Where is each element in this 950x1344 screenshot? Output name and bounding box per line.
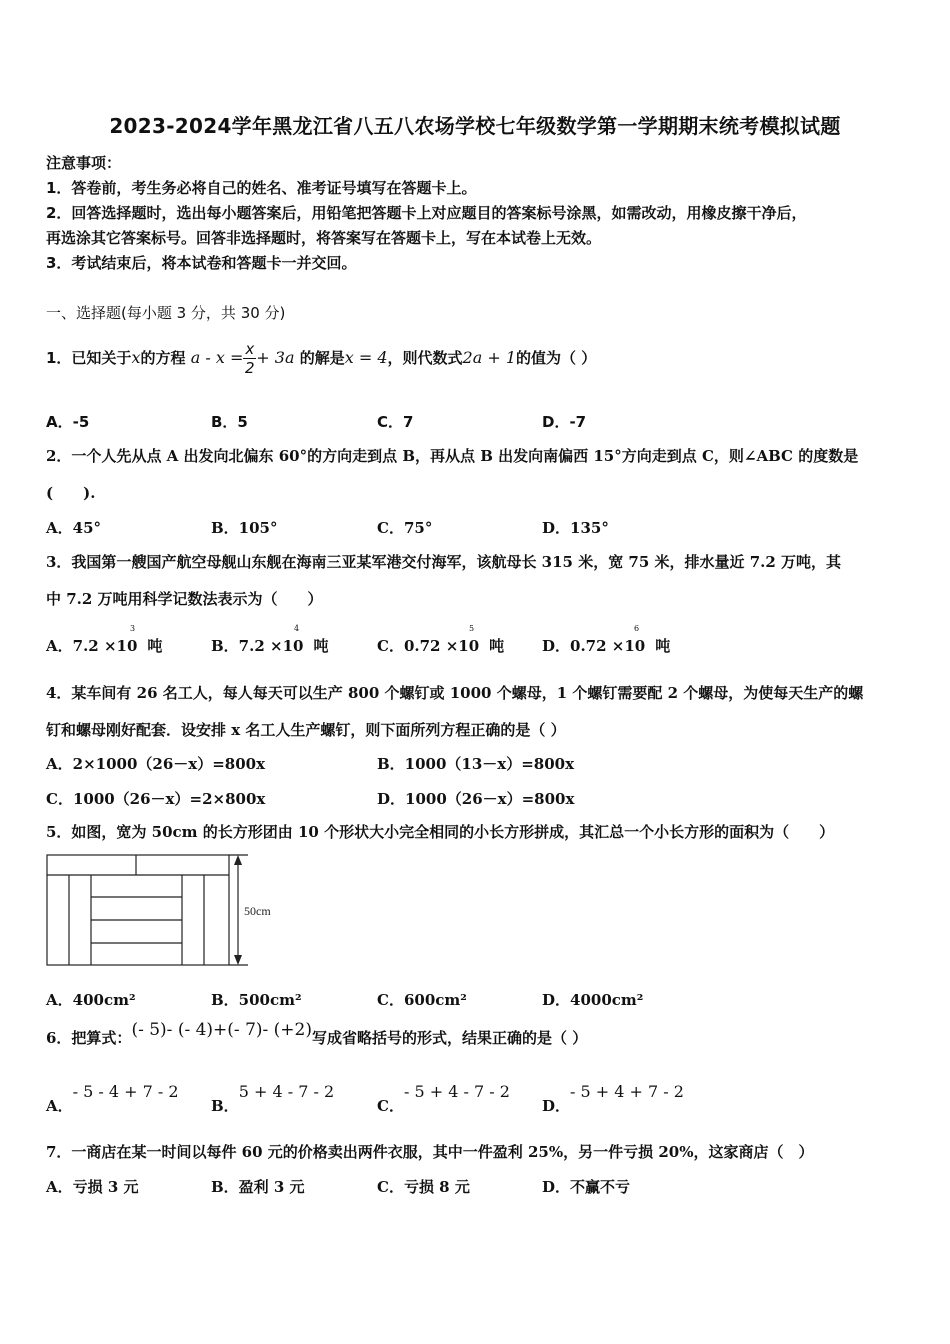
q1-frac-numerator: x [245, 340, 255, 358]
q3-c-exponent: 5 [469, 624, 475, 633]
q5-option-c[interactable]: C．600cm² [377, 991, 467, 1009]
q1-solution: x = 4 [344, 348, 388, 367]
q3-c-unit: 吨 [489, 637, 505, 655]
q3-a-exponent: 3 [130, 624, 136, 633]
q3-option-c[interactable] [377, 624, 505, 656]
q7-option-b[interactable]: B．盈利 3 元 [211, 1178, 305, 1196]
q1-option-c[interactable]: C．7 [377, 413, 414, 431]
q2-option-c[interactable]: C．75° [377, 519, 433, 537]
q1-mid2: 的解是 [299, 349, 345, 367]
q1-variable: x [131, 348, 141, 367]
q6-d-letter: D． [542, 1097, 571, 1115]
q2-option-a[interactable]: A．45° [46, 519, 102, 537]
q1-option-d[interactable]: D．-7 [542, 413, 587, 431]
q6-b-letter: B． [211, 1097, 239, 1115]
q1-prefix: 1．已知关于 [46, 349, 132, 367]
q7-option-c[interactable]: C．亏损 8 元 [377, 1178, 470, 1196]
question-2-line-1: 2．一个人先从点 A 出发向北偏东 60°的方向走到点 B，再从点 B 出发向南偏西 15°方向走到点 C，则∠ABC 的度数是 [46, 447, 859, 465]
q3-d-text: D．0.72 ×10 [542, 637, 646, 655]
dimension-label: 50cm [244, 904, 271, 918]
question-4-line-1: 4．某车间有 26 名工人，每人每天可以生产 800 个螺钉或 1000 个螺母，1 个螺钉需要配 2 个螺母，为使每天生产的螺 [46, 684, 864, 702]
q1-equation-left: a - x = [190, 348, 244, 367]
q1-mid3: ，则代数式 [387, 349, 463, 367]
q3-c-text: C．0.72 ×10 [377, 637, 480, 655]
q6-b-expression: 5 + 4 - 7 - 2 [238, 1082, 335, 1101]
q6-d-expression: - 5 + 4 + 7 - 2 [570, 1082, 684, 1101]
q3-a-unit: 吨 [147, 637, 163, 655]
q4-option-c[interactable]: C．1000（26－x）=2×800x [46, 790, 266, 808]
q2-option-b[interactable]: B．105° [211, 519, 278, 537]
q6-expression: (- 5)- (- 4)+(- 7)- (+2) [131, 1020, 313, 1040]
q3-b-text: B．7.2 ×10 [211, 637, 304, 655]
section-heading: 一、选择题(每小题 3 分，共 30 分) [46, 304, 286, 322]
notice-item-3: 3．考试结束后，将本试卷和答题卡一并交回。 [46, 254, 357, 272]
big-rectangle [47, 855, 229, 965]
q6-suffix: 写成省略括号的形式，结果正确的是（ ） [312, 1029, 588, 1047]
q6-option-a[interactable] [46, 1082, 179, 1116]
q7-option-a[interactable]: A．亏损 3 元 [46, 1178, 139, 1196]
figure-outline [47, 855, 248, 965]
q3-option-b[interactable] [211, 624, 329, 656]
q3-d-unit: 吨 [655, 637, 671, 655]
question-6 [46, 1020, 588, 1048]
q6-a-expression: - 5 - 4 + 7 - 2 [72, 1082, 179, 1101]
q3-b-exponent: 4 [294, 624, 300, 633]
question-2-line-2: ( ). [46, 484, 96, 502]
q6-a-letter: A． [46, 1097, 73, 1115]
q1-mid: 的方程 [140, 349, 186, 367]
q6-c-letter: C． [377, 1097, 404, 1115]
q3-option-a[interactable] [46, 624, 163, 656]
q3-a-text: A．7.2 ×10 [46, 637, 138, 655]
q6-option-d[interactable] [542, 1082, 684, 1116]
question-3-line-2: 中 7.2 万吨用科学记数法表示为（ ） [46, 590, 323, 608]
q6-option-b[interactable] [211, 1082, 335, 1116]
q6-c-expression: - 5 + 4 - 7 - 2 [403, 1082, 510, 1101]
q3-d-exponent: 6 [634, 624, 640, 633]
question-3-line-1: 3．我国第一艘国产航空母舰山东舰在海南三亚某军港交付海军，该航母长 315 米，宽 75 米，排水量近 7.2 万吨，其 [46, 553, 842, 571]
notice-item-1: 1．答卷前，考生务必将自己的姓名、准考证号填写在答题卡上。 [46, 179, 477, 197]
q6-option-c[interactable] [377, 1082, 510, 1116]
q1-expression: 2a + 1 [462, 348, 517, 367]
q7-option-d[interactable]: D．不赢不亏 [542, 1178, 631, 1196]
q4-option-b[interactable]: B．1000（13－x）=800x [377, 755, 575, 773]
arrow-down-icon [234, 955, 242, 965]
q1-option-b[interactable]: B．5 [211, 413, 248, 431]
notice-item-2-cont: 再选涂其它答案标号。回答非选择题时，将答案写在答题卡上，写在本试卷上无效。 [46, 229, 602, 247]
q1-equation-right: + 3a [256, 348, 295, 367]
q3-option-d[interactable] [542, 624, 671, 656]
q1-option-a[interactable]: A．-5 [46, 413, 90, 431]
q5-option-d[interactable]: D．4000cm² [542, 991, 644, 1009]
question-4-line-2: 钉和螺母刚好配套．设安排 x 名工人生产螺钉，则下面所列方程正确的是（ ） [46, 721, 566, 739]
q6-prefix: 6．把算式： [46, 1029, 132, 1047]
notice-item-2: 2．回答选择题时，选出每小题答案后，用铅笔把答题卡上对应题目的答案标号涂黑，如需改动，用橡皮擦干净后， [46, 204, 807, 222]
q5-rectangle-figure [44, 852, 284, 970]
q1-frac-denominator: 2 [245, 359, 255, 377]
q1-suffix: 的值为（ ） [516, 349, 597, 367]
question-7: 7．一商店在某一时间以每件 60 元的价格卖出两件衣服，其中一件盈利 25%，另一件亏损 20%，这家商店（ ） [46, 1143, 814, 1161]
question-5: 5．如图，宽为 50cm 的长方形团由 10 个形状大小完全相同的小长方形拼成，其汇总一个小长方形的面积为（ ） [46, 823, 835, 841]
page-title: 2023-2024学年黑龙江省八五八农场学校七年级数学第一学期期末统考模拟试题 [109, 114, 841, 138]
q3-b-unit: 吨 [313, 637, 329, 655]
arrow-up-icon [234, 855, 242, 865]
q5-option-b[interactable]: B．500cm² [211, 991, 302, 1009]
q1-fraction [243, 340, 256, 377]
q5-option-a[interactable]: A．400cm² [46, 991, 136, 1009]
q4-option-a[interactable]: A．2×1000（26－x）=800x [46, 755, 266, 773]
notice-heading: 注意事项： [46, 154, 122, 172]
q2-option-d[interactable]: D．135° [542, 519, 609, 537]
question-1 [46, 340, 596, 377]
q4-option-d[interactable]: D．1000（26－x）=800x [377, 790, 575, 808]
